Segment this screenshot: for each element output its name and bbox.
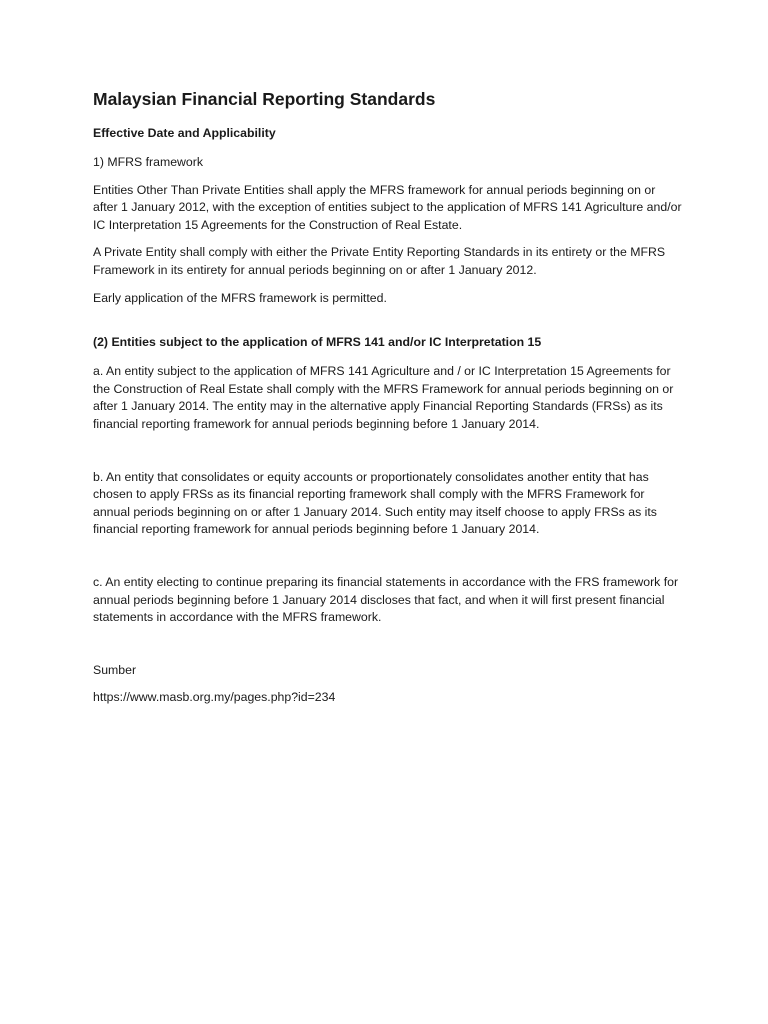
section2-heading: (2) Entities subject to the application of MFRS 141 and/or IC Interpretation 15 — [93, 335, 542, 350]
document-page — [93, 88, 683, 717]
source-label: Sumber — [93, 662, 137, 677]
document-title: Malaysian Financial Reporting Standards — [93, 89, 436, 109]
section-subtitle: Effective Date and Applicability — [93, 126, 276, 140]
section1-heading: 1) MFRS framework — [93, 155, 203, 169]
section2-paragraph-b: b. An entity that consolidates or equity accounts or proportionately consolidates another entity that has chosen to apply FRSs as its financial reporting framework shall comply with the MFRS Framework for annual periods beginning on or after 1 January 2014. Such entity may itself choose to apply FRSs as its financial reporting framework for annual periods beginning before 1 January 2014. — [93, 469, 657, 537]
section1-paragraph-2: A Private Entity shall comply with either the Private Entity Reporting Standards in its entirety or the MFRS Framework in its entirety for annual periods beginning on or after 1 January 2012. — [93, 245, 666, 277]
section1-paragraph-1: Entities Other Than Private Entities shall apply the MFRS framework for annual periods beginning on or after 1 January 2012, with the exception of entities subject to the application of MFRS 141 Agriculture and/or IC Interpretation 15 Agreements for the Construction of Real Estate. — [93, 182, 682, 232]
source-url[interactable]: https://www.masb.org.my/pages.php?id=234 — [93, 690, 336, 705]
section2-paragraph-a: a. An entity subject to the application of MFRS 141 Agriculture and / or IC Interpretation 15 Agreements for the Construction of Real Estate shall comply with the MFRS Framework for annual periods beginning on or after 1 January 2014. The entity may in the alternative apply Financial Reporting Standards (FRSs) as its financial reporting framework for annual periods beginning before 1 January 2014. — [93, 364, 674, 431]
section1-paragraph-3: Early application of the MFRS framework is permitted. — [93, 290, 387, 305]
section2-paragraph-c: c. An entity electing to continue preparing its financial statements in accordance with the FRS framework for annual periods beginning before 1 January 2014 discloses that fact, and when it will first present financial statements in accordance with the MFRS framework. — [93, 574, 679, 625]
